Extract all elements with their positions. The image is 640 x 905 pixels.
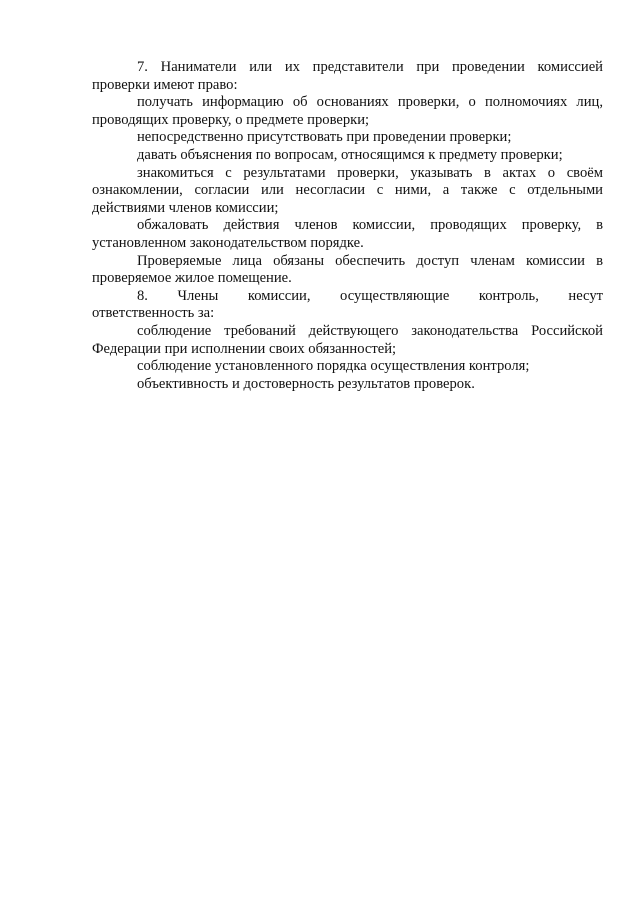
text-line: давать объяснения по вопросам, относящимся к предмету проверки; xyxy=(137,146,563,163)
text-line: получать информацию об основаниях проверки, о полномочиях лиц, xyxy=(137,94,603,111)
text-line: знакомиться с результатами проверки, указывать в актах о своём xyxy=(137,164,603,181)
text-line: проверяемое жилое помещение. xyxy=(92,270,292,287)
text-line: ответственность за: xyxy=(92,305,215,322)
paragraph xyxy=(92,253,603,288)
text-line: проводящих проверку, о предмете проверки; xyxy=(92,111,370,128)
text-line: Федерации при исполнении своих обязанностей; xyxy=(92,340,397,357)
text-line: 7. Наниматели или их представители при проведении комиссией xyxy=(137,59,603,75)
text-line: непосредственно присутствовать при проведении проверки; xyxy=(137,129,512,146)
text-line: 8. Члены комиссии, осуществляющие контроль, несут xyxy=(137,287,603,304)
paragraph xyxy=(92,147,603,165)
paragraph xyxy=(92,165,603,218)
text-line: ознакомлении, согласии или несогласии с ними, а также с отдельными xyxy=(92,182,603,199)
paragraph xyxy=(92,94,603,129)
text-line: соблюдение установленного порядка осуществления контроля; xyxy=(137,358,530,375)
paragraph xyxy=(92,288,603,323)
text-line: действиями членов комиссии; xyxy=(92,199,279,216)
text-line: обжаловать действия членов комиссии, проводящих проверку, в xyxy=(137,217,603,234)
paragraph xyxy=(92,129,603,147)
paragraph xyxy=(92,59,603,94)
text-line: установленном законодательством порядке. xyxy=(92,234,364,251)
text-line: объективность и достоверность результатов проверок. xyxy=(137,375,475,392)
paragraph xyxy=(92,376,603,394)
paragraph xyxy=(92,217,603,252)
paragraph xyxy=(92,323,603,358)
text-line: Проверяемые лица обязаны обеспечить доступ членам комиссии в xyxy=(137,252,603,269)
paragraph xyxy=(92,358,603,376)
text-line: соблюдение требований действующего законодательства Российской xyxy=(137,322,603,339)
text-line: проверки имеют право: xyxy=(92,76,238,93)
document-page xyxy=(92,59,603,393)
